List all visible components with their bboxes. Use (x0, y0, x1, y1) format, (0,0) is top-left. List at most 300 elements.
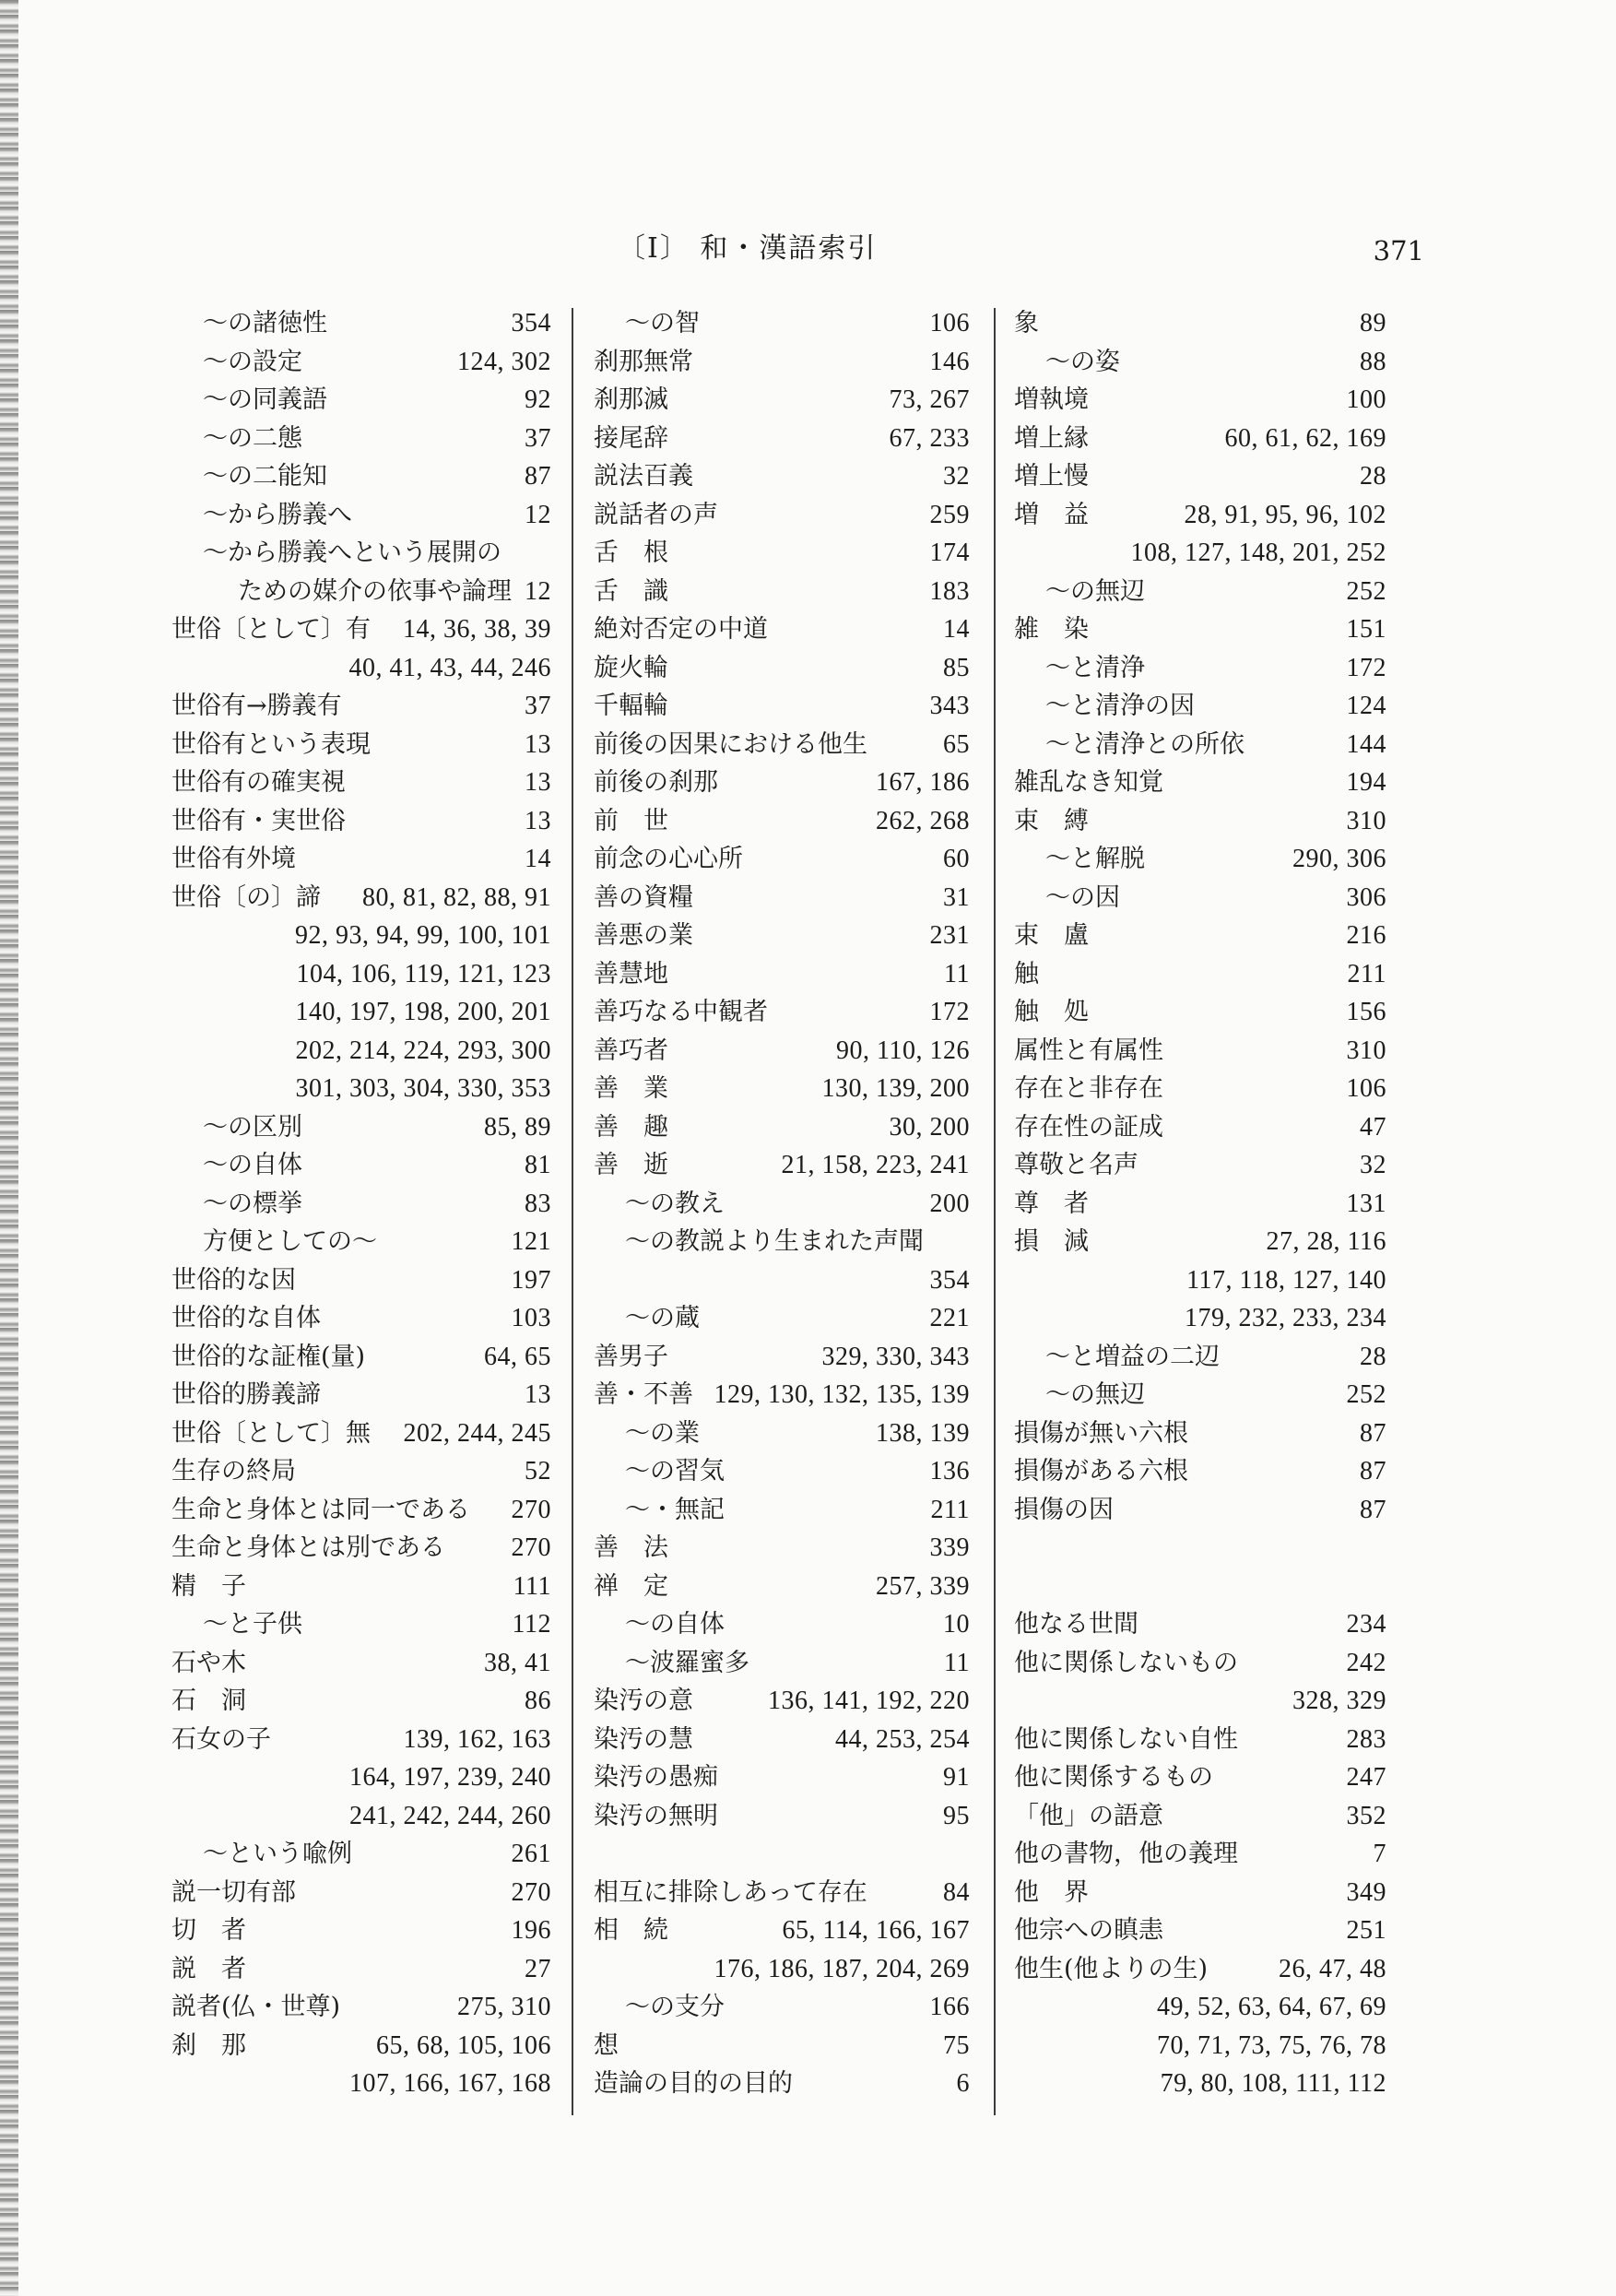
index-term: 石女の子 (171, 1724, 271, 1754)
index-term: 〜の同義語 (203, 385, 327, 414)
index-entry (1014, 1988, 1386, 2027)
index-page-refs: 38, 41 (484, 1648, 551, 1677)
index-page-refs: 301, 303, 304, 330, 353 (295, 1074, 551, 1103)
index-page-refs: 13 (525, 768, 551, 797)
index-term: 世俗〔として〕無 (171, 1418, 371, 1448)
index-term: ための媒介の依事や論理 (238, 576, 512, 606)
index-term: 増上慢 (1014, 462, 1089, 491)
index-page-refs: 73, 267 (889, 385, 970, 414)
index-entry (594, 2027, 970, 2065)
index-term: 前念の心心所 (594, 845, 743, 873)
index-page-refs: 111 (513, 1571, 551, 1601)
index-entry (1014, 1338, 1386, 1377)
index-entry (1014, 1911, 1386, 1950)
index-entry (171, 1644, 551, 1683)
index-term: 切 者 (171, 1916, 246, 1945)
index-entry (594, 687, 970, 726)
index-term: 増執境 (1014, 385, 1089, 414)
index-term: 善の資糧 (594, 882, 693, 912)
index-page-refs: 339 (929, 1533, 970, 1562)
index-term: 善 逝 (594, 1151, 668, 1179)
index-entry (171, 1911, 551, 1950)
index-entry (594, 2065, 970, 2103)
index-entry (594, 1758, 970, 1797)
index-entry (594, 1682, 970, 1721)
index-entry (1014, 649, 1386, 688)
index-term: 舌 根 (594, 538, 668, 567)
index-page-refs: 65, 68, 105, 106 (376, 2030, 551, 2060)
index-entry (1014, 1605, 1386, 1644)
index-entry (594, 726, 970, 764)
index-entry (171, 2065, 551, 2103)
index-term: 〜から勝義へ (203, 500, 352, 529)
index-page-refs: 87 (1360, 1495, 1386, 1524)
index-entry (171, 304, 551, 343)
index-page-refs: 92 (525, 385, 551, 414)
index-term: 他宗への瞋恚 (1014, 1916, 1163, 1945)
index-term: 〜の教説より生まれた声聞 (625, 1227, 924, 1256)
index-term: 〜と清浄 (1045, 653, 1145, 682)
index-page-refs: 27, 28, 116 (1266, 1227, 1386, 1256)
index-term: 相 続 (594, 1916, 668, 1945)
index-entry (1014, 343, 1386, 382)
index-entry (594, 1721, 970, 1759)
index-term: 〜の支分 (625, 1993, 725, 2021)
index-entry (594, 1070, 970, 1108)
index-page-refs: 108, 127, 148, 201, 252 (1130, 538, 1386, 567)
index-term: 説法百義 (594, 462, 693, 491)
index-entry (594, 879, 970, 917)
index-page-refs: 12 (525, 500, 551, 529)
index-term: 説 者 (171, 1954, 246, 1983)
index-entry (1014, 1108, 1386, 1147)
index-term: 「他」の語意 (1014, 1801, 1163, 1830)
index-page-refs: 112 (512, 1610, 551, 1639)
index-page-refs: 32 (943, 462, 970, 491)
index-term: 他に関係しないもの (1014, 1648, 1238, 1677)
index-entry (594, 457, 970, 496)
index-entry (171, 1414, 551, 1453)
index-page-refs: 261 (511, 1840, 551, 1868)
index-page-refs: 354 (929, 1265, 970, 1295)
index-term: 想 (594, 2030, 619, 2060)
index-page-refs: 103 (511, 1304, 551, 1332)
index-page-refs: 251 (1346, 1916, 1386, 1945)
column-divider (572, 308, 573, 2115)
index-term: 生存の終局 (171, 1457, 296, 1485)
index-page-refs: 121 (511, 1227, 551, 1256)
index-entry (594, 1988, 970, 2027)
index-entry (1014, 1950, 1386, 1989)
index-term: 属性と有属性 (1014, 1036, 1163, 1065)
index-term: 善 法 (594, 1533, 668, 1562)
index-entry (594, 1414, 970, 1453)
index-entry (171, 1108, 551, 1147)
index-term: 世俗〔の〕諦 (171, 882, 321, 912)
index-entry (171, 1682, 551, 1721)
index-term: 象 (1014, 309, 1039, 337)
index-page-refs: 166 (929, 1993, 970, 2021)
index-page-refs: 13 (525, 1380, 551, 1409)
index-page-refs: 270 (511, 1495, 551, 1524)
index-page-refs: 196 (511, 1916, 551, 1945)
index-term: 生命と身体とは別である (171, 1533, 445, 1562)
index-term: 染汚の意 (594, 1686, 693, 1715)
index-term: 石 洞 (171, 1686, 246, 1715)
index-term: 他の書物，他の義理 (1014, 1840, 1238, 1868)
index-page-refs: 104, 106, 119, 121, 123 (296, 959, 551, 988)
page-number: 371 (1373, 235, 1424, 266)
index-term: 旋火輪 (594, 653, 668, 682)
index-term: 世俗有・実世俗 (171, 806, 346, 835)
index-term: 造論の目的の目的 (594, 2069, 793, 2098)
index-term: 〜の無辺 (1045, 576, 1145, 606)
index-term: 〜の標挙 (203, 1189, 302, 1218)
index-page-refs: 257, 339 (876, 1571, 970, 1601)
index-page-refs: 183 (929, 576, 970, 606)
index-page-refs: 100 (1346, 385, 1386, 414)
index-term: 生命と身体とは同一である (171, 1495, 470, 1524)
index-term: 世俗的な自体 (171, 1304, 321, 1332)
index-page-refs: 151 (1346, 615, 1386, 644)
index-entry (1014, 993, 1386, 1032)
index-term: 〜と清浄の因 (1045, 692, 1195, 720)
index-page-refs: 44, 253, 254 (835, 1724, 970, 1754)
index-page-refs: 197 (511, 1265, 551, 1295)
index-page-refs: 106 (929, 309, 970, 337)
index-page-refs: 81 (525, 1151, 551, 1179)
index-page-refs: 262, 268 (876, 806, 970, 835)
index-entry (1014, 1682, 1386, 1721)
index-term: 尊 者 (1014, 1189, 1089, 1218)
index-term: 損傷が無い六根 (1014, 1418, 1188, 1448)
index-entry (171, 1146, 551, 1185)
index-entry (594, 1797, 970, 1836)
index-term: 〜の因 (1045, 882, 1120, 912)
index-page-refs: 174 (929, 538, 970, 567)
index-entry (594, 496, 970, 535)
index-entry (171, 1452, 551, 1491)
index-entry (594, 304, 970, 343)
index-term: 〜の諸徳性 (203, 309, 327, 337)
index-page-refs: 179, 232, 233, 234 (1185, 1304, 1386, 1332)
index-term: 善 趣 (594, 1112, 668, 1142)
index-entry (171, 687, 551, 726)
index-entry (1014, 573, 1386, 611)
index-page-refs: 234 (1346, 1610, 1386, 1639)
index-page-refs: 92, 93, 94, 99, 100, 101 (295, 921, 551, 950)
index-term: 善巧なる中観者 (594, 998, 768, 1026)
index-entry (171, 649, 551, 688)
index-term: 尊敬と名声 (1014, 1151, 1138, 1179)
index-page-refs: 28 (1360, 462, 1386, 491)
index-entry (171, 1721, 551, 1759)
index-entry (1014, 802, 1386, 841)
index-term: 説話者の声 (594, 500, 718, 529)
index-term: 〜の智 (625, 309, 700, 337)
index-page-refs: 30, 200 (889, 1112, 970, 1142)
index-entry (171, 573, 551, 611)
index-term: 〜の自体 (203, 1151, 302, 1179)
index-entry (171, 993, 551, 1032)
index-entry (594, 343, 970, 382)
index-entry (594, 1874, 970, 1912)
index-page-refs: 176, 186, 187, 204, 269 (714, 1954, 970, 1983)
index-entry (594, 1261, 970, 1300)
index-page-refs: 11 (944, 1648, 970, 1677)
index-term: 刹 那 (171, 2030, 246, 2060)
index-entry (594, 1376, 970, 1414)
index-page-refs: 31 (943, 882, 970, 912)
index-entry (171, 1070, 551, 1108)
index-page-refs: 310 (1346, 806, 1386, 835)
index-page-refs: 136, 141, 192, 220 (768, 1686, 970, 1715)
index-term: 説者(仏・世尊) (171, 1993, 341, 2021)
index-term: 石や木 (171, 1648, 246, 1677)
index-entry (171, 1338, 551, 1377)
index-term: 束 盧 (1014, 921, 1089, 950)
index-page-refs: 65 (943, 729, 970, 759)
index-page-refs: 164, 197, 239, 240 (349, 1763, 551, 1792)
index-entry (171, 1874, 551, 1912)
index-page-refs: 80, 81, 82, 88, 91 (362, 882, 551, 912)
index-term: 〜と子供 (203, 1610, 302, 1639)
index-page-refs: 252 (1346, 576, 1386, 606)
index-entry (1014, 304, 1386, 343)
index-entry (1014, 1223, 1386, 1261)
index-term: 存在性の証成 (1014, 1112, 1163, 1142)
index-page-refs: 37 (525, 423, 551, 453)
index-term: 存在と非存在 (1014, 1074, 1163, 1103)
index-entry (1014, 763, 1386, 802)
index-entry (1014, 726, 1386, 764)
index-page-refs: 87 (1360, 1457, 1386, 1485)
index-entry (1014, 1414, 1386, 1453)
index-term: 善慧地 (594, 959, 668, 988)
index-page-refs: 91 (943, 1763, 970, 1792)
index-page-refs: 211 (930, 1495, 970, 1524)
index-entry (1014, 420, 1386, 458)
index-page-refs: 231 (929, 921, 970, 950)
index-page-refs: 194 (1346, 768, 1386, 797)
scan-edge-shadow (0, 0, 18, 2296)
index-term: 善悪の業 (594, 921, 693, 950)
index-term: 雑 染 (1014, 615, 1089, 644)
index-term: 〜の習気 (625, 1457, 725, 1485)
index-page-refs: 32 (1360, 1151, 1386, 1179)
index-entry (594, 1185, 970, 1224)
index-term: 〜の教え (625, 1189, 725, 1218)
index-page-refs: 247 (1346, 1763, 1386, 1792)
index-term: 他に関係するもの (1014, 1763, 1213, 1792)
index-page-refs: 202, 244, 245 (403, 1418, 551, 1448)
index-entry (594, 1644, 970, 1683)
index-page-refs: 13 (525, 806, 551, 835)
index-page-refs: 7 (1373, 1840, 1386, 1868)
index-entry (1014, 610, 1386, 649)
index-term: 〜の設定 (203, 347, 302, 376)
index-entry (171, 1032, 551, 1071)
index-entry (1014, 1874, 1386, 1912)
index-term: 〜の姿 (1045, 347, 1120, 376)
index-term: 〜の区別 (203, 1112, 302, 1142)
index-page-refs: 139, 162, 163 (403, 1724, 551, 1754)
index-entry (594, 1950, 970, 1989)
index-term: 他に関係しない自性 (1014, 1724, 1238, 1754)
index-page-refs: 6 (956, 2069, 970, 2098)
index-page-refs: 167, 186 (876, 768, 970, 797)
index-term: 雑乱なき知覚 (1014, 768, 1163, 797)
index-page-refs: 200 (929, 1189, 970, 1218)
index-term: 増上縁 (1014, 423, 1089, 453)
index-entry (1014, 1185, 1386, 1224)
index-column-3 (1014, 304, 1386, 2121)
index-page-refs: 13 (525, 729, 551, 759)
index-entry (1014, 840, 1386, 879)
index-page-refs: 49, 52, 63, 64, 67, 69 (1157, 1993, 1386, 2021)
index-term: 世俗有外境 (171, 845, 296, 873)
index-entry (171, 802, 551, 841)
index-page-refs: 40, 41, 43, 44, 246 (348, 653, 551, 682)
index-entry (594, 840, 970, 879)
index-entry (594, 955, 970, 994)
index-page-refs: 242 (1346, 1648, 1386, 1677)
index-page-refs: 216 (1346, 921, 1386, 950)
index-entry (594, 1491, 970, 1530)
index-term: 説一切有部 (171, 1877, 296, 1907)
index-entry (171, 496, 551, 535)
index-term: 絶対否定の中道 (594, 615, 768, 644)
index-page-refs: 37 (525, 692, 551, 720)
index-page-refs: 65, 114, 166, 167 (782, 1916, 970, 1945)
index-page-refs: 14 (525, 845, 551, 873)
index-entry (171, 763, 551, 802)
index-term: 他生(他よりの生) (1014, 1954, 1209, 1983)
index-page-refs: 85 (943, 653, 970, 682)
index-entry (1014, 1491, 1386, 1530)
index-entry (594, 420, 970, 458)
index-page-refs: 79, 80, 108, 111, 112 (1160, 2069, 1386, 2098)
index-entry (1014, 1797, 1386, 1836)
index-term: 損傷の因 (1014, 1495, 1114, 1524)
index-entry (594, 1452, 970, 1491)
index-term: 〜と清浄との所依 (1045, 729, 1244, 759)
index-entry (171, 610, 551, 649)
index-entry (171, 1529, 551, 1568)
index-entry (171, 1299, 551, 1338)
index-page-refs: 64, 65 (484, 1342, 551, 1371)
index-entry (594, 1223, 970, 1261)
index-page-refs: 130, 139, 200 (821, 1074, 970, 1103)
index-entry (171, 1185, 551, 1224)
index-term: 〜の業 (625, 1418, 700, 1448)
index-entry (1014, 1299, 1386, 1338)
index-page-refs: 14, 36, 38, 39 (403, 615, 551, 644)
index-entry (1014, 534, 1386, 573)
index-entry (594, 1146, 970, 1185)
index-entry (594, 1911, 970, 1950)
index-term: 善男子 (594, 1342, 668, 1371)
index-page-refs: 172 (929, 998, 970, 1026)
index-page-refs: 211 (1347, 959, 1386, 988)
index-page-refs: 60, 61, 62, 169 (1224, 423, 1386, 453)
index-page-refs: 172 (1346, 653, 1386, 682)
index-entry (1014, 1032, 1386, 1071)
index-term: 千輻輪 (594, 692, 668, 720)
index-entry (1014, 1146, 1386, 1185)
index-page-refs: 202, 214, 224, 293, 300 (295, 1036, 551, 1065)
index-page-refs: 52 (525, 1457, 551, 1485)
index-page-refs: 156 (1346, 998, 1386, 1026)
index-entry (594, 1032, 970, 1071)
index-term: 世俗的な証権(量) (171, 1342, 366, 1371)
index-term: 善 業 (594, 1074, 668, 1103)
index-term: 方便としての〜 (203, 1227, 377, 1256)
index-term: 世俗有の確実視 (171, 768, 346, 797)
index-entry (171, 1376, 551, 1414)
index-page-refs: 14 (943, 615, 970, 644)
index-term: 世俗〔として〕有 (171, 615, 371, 644)
index-page-refs: 107, 166, 167, 168 (349, 2069, 551, 2098)
index-entry (171, 343, 551, 382)
index-entry (1014, 381, 1386, 420)
index-term: 損 減 (1014, 1227, 1089, 1256)
index-page-refs: 117, 118, 127, 140 (1186, 1265, 1386, 1295)
page-header-title: 〔Ⅰ〕 和・漢語索引 (618, 232, 878, 265)
index-page-refs: 354 (511, 309, 551, 337)
index-page-refs: 328, 329 (1292, 1686, 1386, 1715)
index-entry (594, 381, 970, 420)
index-page-refs: 349 (1346, 1877, 1386, 1907)
index-entry (594, 1338, 970, 1377)
index-term: 触 (1014, 959, 1039, 988)
index-entry (171, 1491, 551, 1530)
index-entry (594, 763, 970, 802)
index-term: 刹那滅 (594, 385, 668, 414)
index-entry (171, 1568, 551, 1606)
index-term: 触 処 (1014, 998, 1089, 1026)
index-page-refs: 129, 130, 132, 135, 139 (714, 1380, 970, 1409)
index-term: 〜の蔵 (625, 1304, 700, 1332)
index-entry (171, 726, 551, 764)
index-entry (171, 534, 551, 573)
index-entry (171, 2027, 551, 2065)
index-page-refs: 131 (1346, 1189, 1386, 1218)
index-term: 前後の刹那 (594, 768, 718, 797)
index-page-refs: 270 (511, 1877, 551, 1907)
index-entry (594, 1835, 970, 1874)
index-term: 〜の自体 (625, 1610, 725, 1639)
index-page-refs: 306 (1346, 882, 1386, 912)
index-entry (171, 420, 551, 458)
index-term: 世俗的勝義諦 (171, 1380, 321, 1409)
index-entry (171, 1797, 551, 1836)
index-term: 染汚の慧 (594, 1724, 693, 1754)
index-term: 染汚の愚痴 (594, 1763, 718, 1792)
index-entry (1014, 1644, 1386, 1683)
index-term: 束 縛 (1014, 806, 1089, 835)
index-entry (171, 381, 551, 420)
index-page-refs: 90, 110, 126 (836, 1036, 970, 1065)
index-term: 〜の無辺 (1045, 1380, 1145, 1409)
index-column-2 (594, 304, 970, 2121)
index-term: 刹那無常 (594, 347, 693, 376)
index-term: 舌 識 (594, 576, 668, 606)
index-term: 損傷がある六根 (1014, 1457, 1188, 1485)
index-entry (171, 1988, 551, 2027)
index-page-refs: 270 (511, 1533, 551, 1562)
index-term: 接尾辞 (594, 423, 668, 453)
